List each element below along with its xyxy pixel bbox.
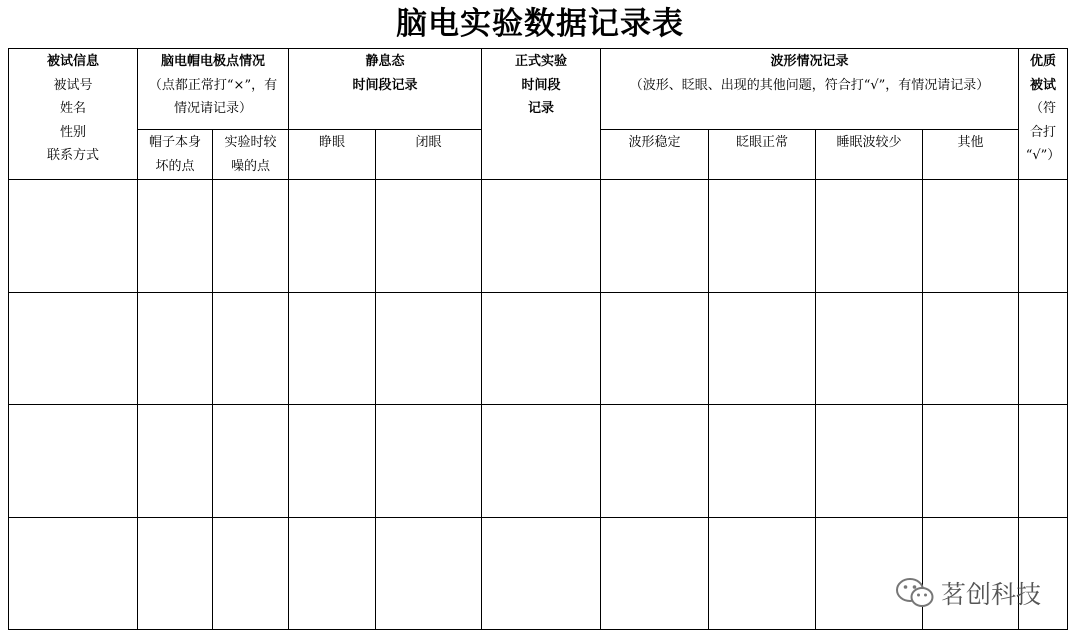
watermark-text: 茗创科技 xyxy=(941,580,1042,609)
table-cell[interactable] xyxy=(1019,293,1067,404)
table-cell[interactable] xyxy=(923,293,1018,404)
table-cell[interactable] xyxy=(709,293,815,404)
table-cell[interactable] xyxy=(376,518,481,629)
table-cell[interactable] xyxy=(601,293,708,404)
blink-normal-label: 眨眼正常 xyxy=(735,135,788,150)
header-divider-left xyxy=(137,129,482,130)
table-cell[interactable] xyxy=(482,293,600,404)
table-cell[interactable] xyxy=(9,518,137,629)
waveform-header xyxy=(601,50,1018,97)
table-border-top xyxy=(8,48,1068,49)
table-cell[interactable] xyxy=(709,518,815,629)
table-border-right xyxy=(1067,48,1068,630)
table-cell[interactable] xyxy=(213,180,288,292)
table-cell[interactable] xyxy=(816,180,922,292)
table-cell[interactable] xyxy=(376,180,481,292)
table-cell[interactable] xyxy=(601,518,708,629)
waveform-stable-label: 波形稳定 xyxy=(628,135,681,150)
formal-experiment-header xyxy=(482,50,600,121)
table-cell[interactable] xyxy=(9,293,137,404)
table-cell[interactable] xyxy=(482,405,600,517)
cap-electrode-header xyxy=(138,50,288,121)
noisy-points-label: 噪的点 xyxy=(230,158,270,174)
formal-experiment-subtitle: 记录 xyxy=(527,101,554,116)
table-cell[interactable] xyxy=(213,518,288,629)
table-cell[interactable] xyxy=(482,518,600,629)
sleep-wave-label: 睡眠波较少 xyxy=(836,135,902,150)
other-header xyxy=(923,131,1018,155)
table-cell[interactable] xyxy=(1019,180,1067,292)
subject-contact-label: 联系方式 xyxy=(46,148,99,163)
formal-experiment-title: 正式实验 xyxy=(514,54,567,69)
table-cell[interactable] xyxy=(923,180,1018,292)
subject-id-label: 被试号 xyxy=(53,77,93,93)
table-cell[interactable] xyxy=(289,180,375,292)
subject-name-label: 姓名 xyxy=(59,101,86,116)
subject-info-title: 被试信息 xyxy=(46,54,99,69)
table-cell[interactable] xyxy=(376,405,481,517)
noisy-points-label: 实验时较 xyxy=(224,135,277,150)
wechat-icon xyxy=(895,576,935,610)
cap-broken-label: 坏的点 xyxy=(155,158,195,174)
table-cell[interactable] xyxy=(601,405,708,517)
waveform-title: 波形情况记录 xyxy=(770,54,849,69)
table-cell[interactable] xyxy=(923,405,1018,517)
table-cell[interactable] xyxy=(9,180,137,292)
table-cell[interactable] xyxy=(376,293,481,404)
table-cell[interactable] xyxy=(816,518,922,629)
table-cell[interactable] xyxy=(9,405,137,517)
table-cell[interactable] xyxy=(138,293,212,404)
table-cell[interactable] xyxy=(213,405,288,517)
cap-electrode-note: 情况请记录） xyxy=(173,101,252,116)
table-cell[interactable] xyxy=(482,180,600,292)
cap-electrode-title: 脑电帽电极点情况 xyxy=(160,54,265,69)
resting-state-title: 静息态 xyxy=(365,54,405,69)
quality-subject-note: （符 xyxy=(1029,101,1056,116)
table-border-bottom xyxy=(8,629,1068,630)
waveform-note: （波形、眨眼、出现的其他问题，符合打“√”，有情况请记录） xyxy=(629,77,990,93)
table-cell[interactable] xyxy=(709,405,815,517)
cap-broken-label: 帽子本身 xyxy=(148,135,201,150)
table-cell[interactable] xyxy=(923,518,1018,629)
table-cell[interactable] xyxy=(816,293,922,404)
sleep-wave-header xyxy=(816,131,922,155)
table-cell[interactable] xyxy=(289,518,375,629)
cap-electrode-note: （点都正常打“×”，有 xyxy=(148,77,278,93)
eyes-open-label: 睁眼 xyxy=(318,135,345,150)
table-cell[interactable] xyxy=(138,180,212,292)
table-cell[interactable] xyxy=(289,293,375,404)
page-title: 脑电实验数据记录表 xyxy=(396,6,684,42)
blink-normal-header xyxy=(709,131,815,155)
eyes-closed-label: 闭眼 xyxy=(415,135,442,150)
table-cell[interactable] xyxy=(138,405,212,517)
table-cell[interactable] xyxy=(289,405,375,517)
waveform-stable-header xyxy=(601,131,708,155)
cap-broken-points-header xyxy=(138,131,212,178)
resting-state-header xyxy=(289,50,481,97)
resting-state-subtitle: 时间段记录 xyxy=(352,77,418,93)
formal-experiment-subtitle: 时间段 xyxy=(521,77,561,93)
noisy-points-header xyxy=(213,131,288,178)
quality-subject-title: 被试 xyxy=(1029,77,1056,93)
quality-subject-header xyxy=(1019,50,1067,168)
table-cell[interactable] xyxy=(1019,405,1067,517)
table-cell[interactable] xyxy=(601,180,708,292)
eyes-open-header xyxy=(289,131,375,155)
watermark xyxy=(895,575,1041,611)
eyes-closed-header xyxy=(376,131,481,155)
table-cell[interactable] xyxy=(138,518,212,629)
table-cell[interactable] xyxy=(709,180,815,292)
table-cell[interactable] xyxy=(816,405,922,517)
other-label: 其他 xyxy=(957,135,984,150)
quality-subject-title: 优质 xyxy=(1029,54,1056,69)
subject-gender-label: 性别 xyxy=(59,124,86,140)
quality-subject-note: “√”） xyxy=(1025,148,1061,163)
table-cell[interactable] xyxy=(213,293,288,404)
subject-info-header xyxy=(9,50,137,168)
quality-subject-note: 合打 xyxy=(1029,124,1056,140)
table-cell[interactable] xyxy=(1019,518,1067,629)
header-divider-right xyxy=(600,129,1018,130)
